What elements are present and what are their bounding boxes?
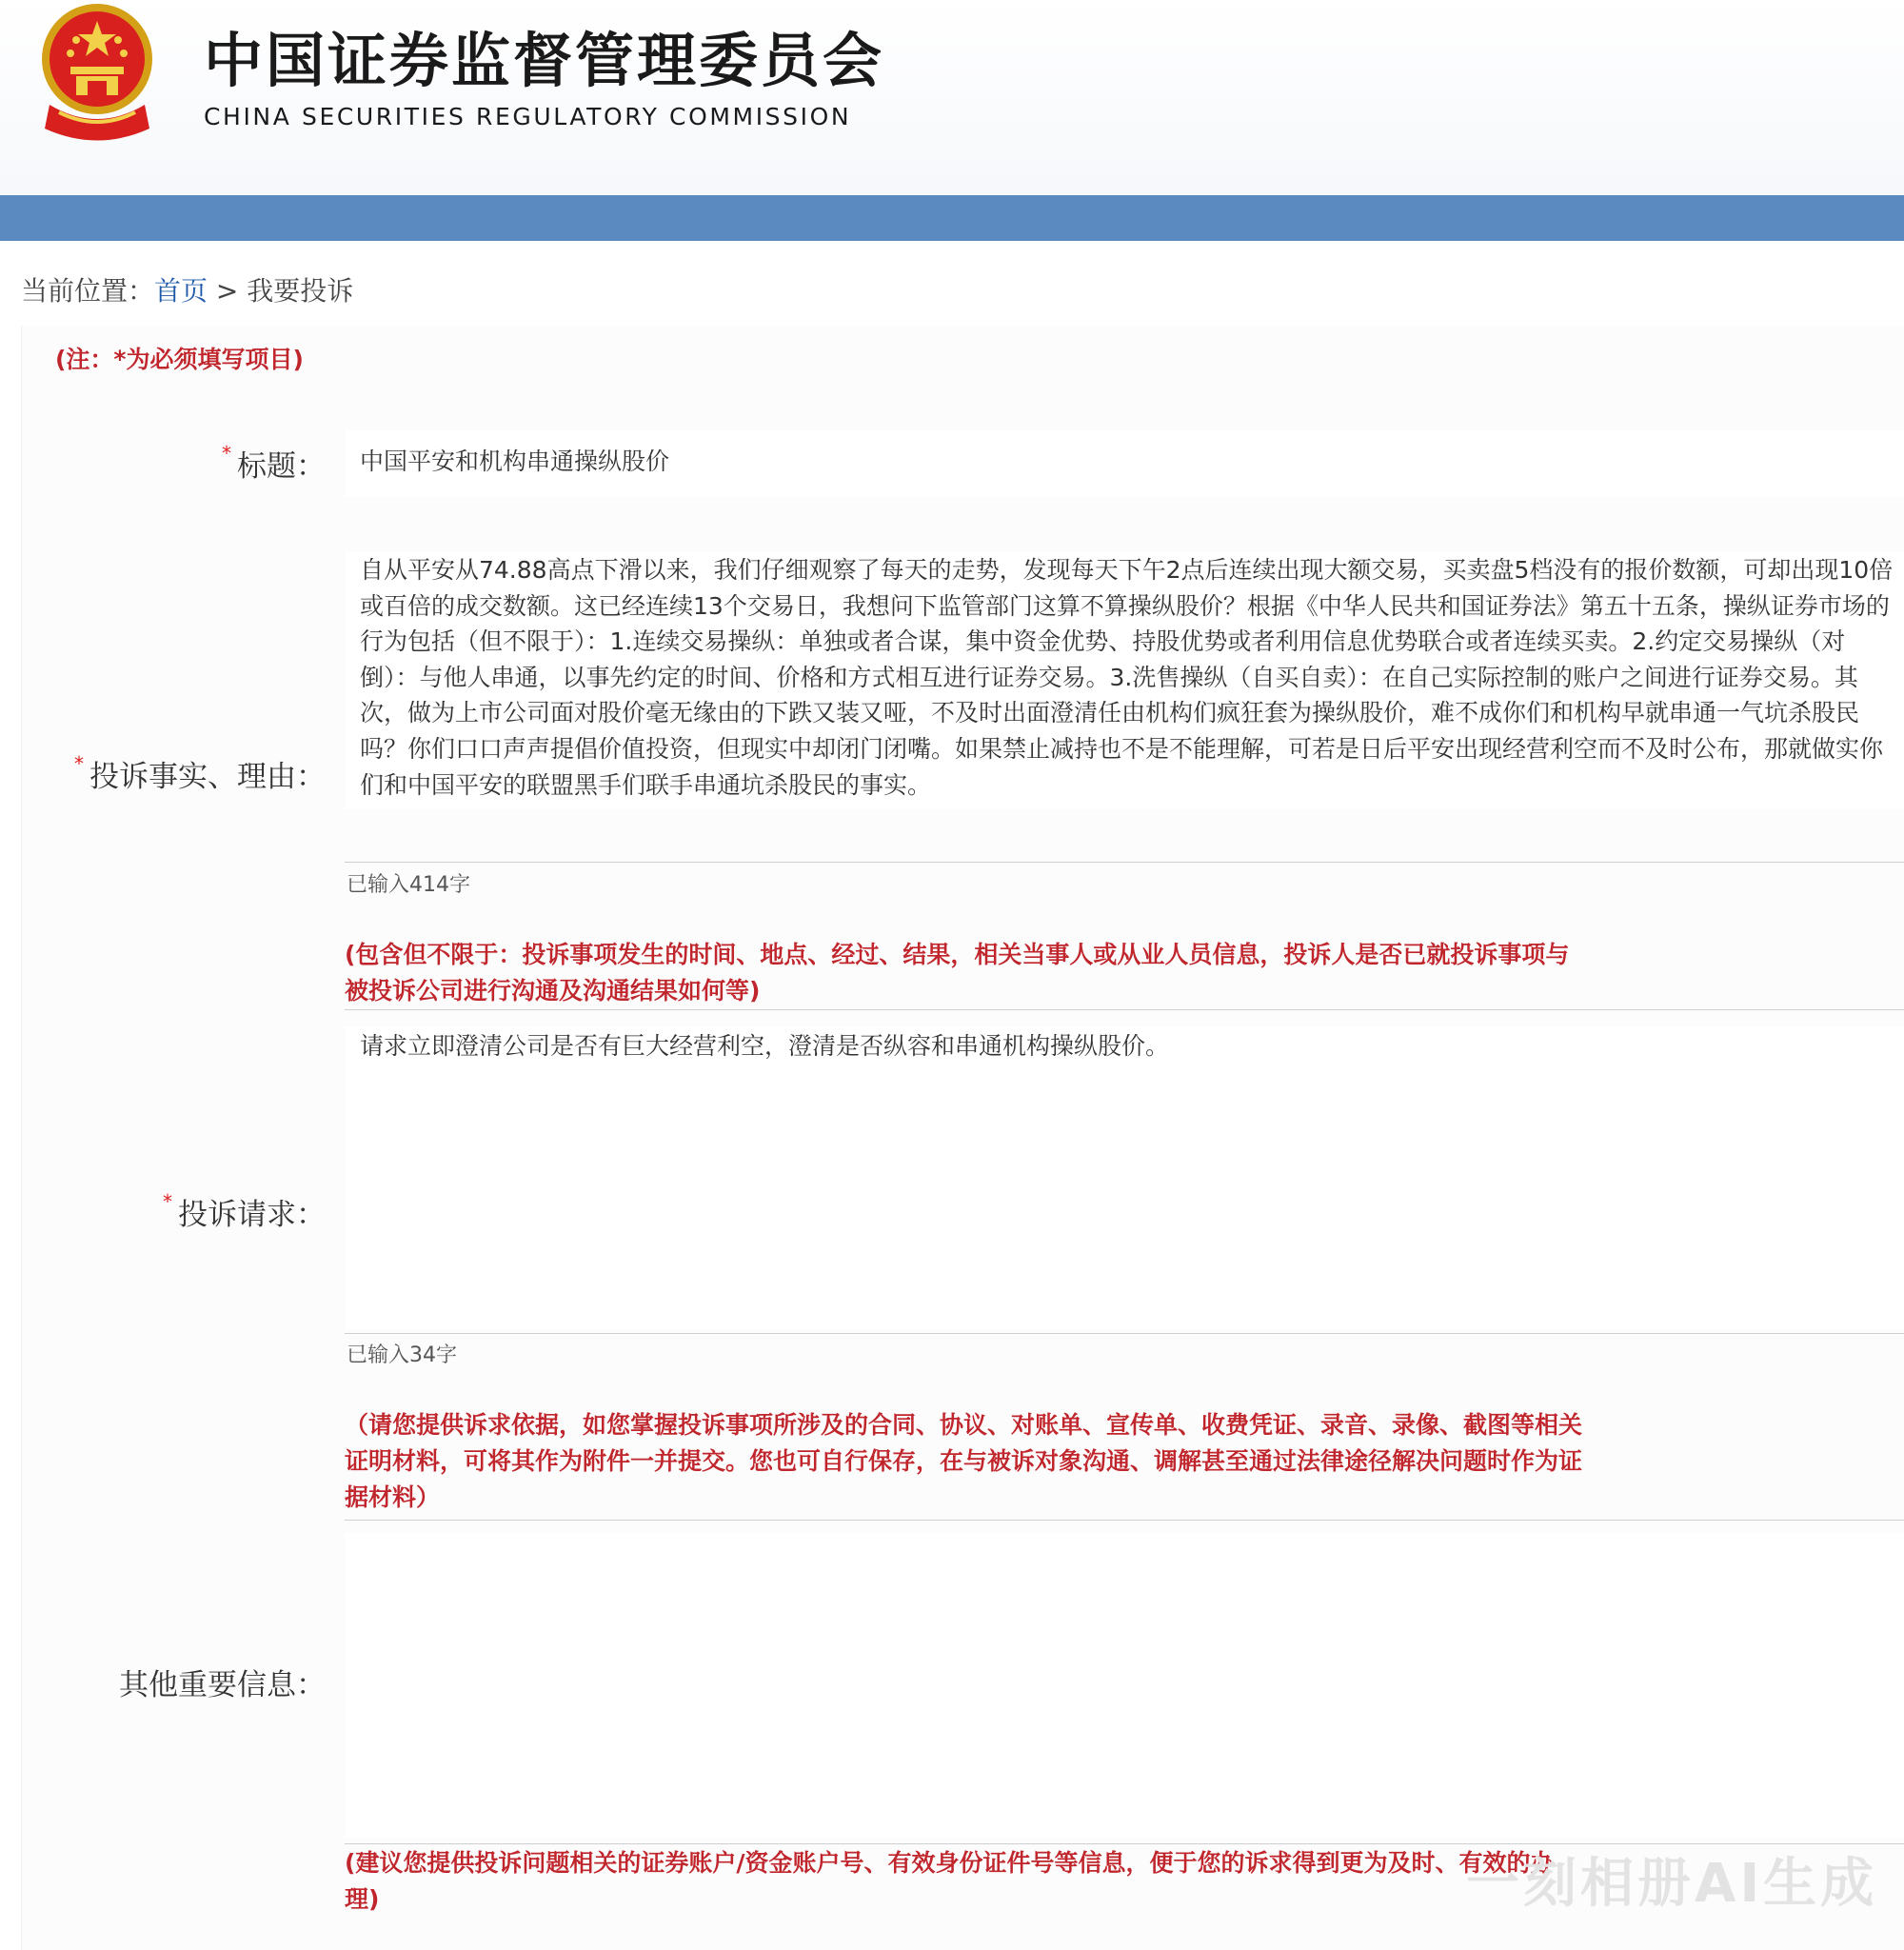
breadcrumb	[21, 270, 353, 308]
request-textarea[interactable]	[345, 1026, 1904, 1329]
request-char-counter: 已输入34字	[347, 1343, 457, 1367]
facts-textarea[interactable]	[345, 552, 1904, 809]
national-emblem-icon	[21, 0, 173, 152]
title-label: * 标题：	[222, 442, 326, 484]
facts-textarea-value: 自从平安从74.88高点下滑以来，我们仔细观察了每天的走势，发现每天下午2点后连续出现大额交易，买卖盘5档没有的报价数额，可却出现10倍或百倍的成交数额。这已经连续13个交易日，我想问下监管部门这算不算操纵股价？根据《中华人民共和国证券法》第五十五条，操纵证券市场的行为包括（但不限于）：1.连续交易操纵：单独或者合谋，集中资金优势、持股优势或者利用信息优势联合或者连续买卖。2.约定交易操纵（对倒）：与他人串通，以事先约定的时间、价格和方式相互进行证券交易。3.洗售操纵（自买自卖）：在自己实际控制的账户之间进行证券交易。其次，做为上市公司面对股价毫无缘由的下跌又装又哑，不及时出面澄清任由机构们疯狂套为操纵股价，难不成你们和机构早就串通一气坑杀股民吗？你们口口声声提倡价值投资，但现实中却闭门闭嘴。如果禁止减持也不是不能理解，可若是日后平安出现经营利空而不及时公布，那就做实你们和中国平安的联盟黑手们联手串通坑杀股民的事实。	[360, 556, 1894, 799]
breadcrumb-separator: >	[208, 275, 248, 307]
other-info-textarea[interactable]	[345, 1533, 1904, 1838]
nav-band	[0, 195, 1904, 241]
org-title-cn: 中国证券监督管理委员会	[204, 26, 885, 95]
site-header	[0, 0, 1904, 195]
breadcrumb-current: 我要投诉	[247, 275, 354, 307]
title-input[interactable]	[345, 430, 1904, 497]
other-info-hint: (建议您提供投诉问题相关的证券账户/资金账户号、有效身份证件号等信息，便于您的诉求得到更为及时、有效的办理)	[345, 1849, 1555, 1913]
required-mark: *	[74, 752, 84, 775]
facts-hint-divider	[345, 1009, 1904, 1010]
request-hint: （请您提供诉求依据，如您掌握投诉事项所涉及的合同、协议、对账单、宣传单、收费凭证、录音、录像、截图等相关证明材料，可将其作为附件一并提交。您也可自行保存，在与被诉对象沟通、调解甚至通过法律途径解决问题时作为证据材料）	[345, 1411, 1583, 1511]
facts-char-counter: 已输入414字	[347, 873, 470, 897]
request-divider	[345, 1333, 1904, 1334]
org-title-en: CHINA SECURITIES REGULATORY COMMISSION	[204, 103, 852, 130]
other-info-label: 其他重要信息：	[119, 1668, 326, 1702]
request-textarea-value: 请求立即澄清公司是否有巨大经营利空，澄清是否纵容和串通机构操纵股价。	[360, 1032, 1170, 1060]
title-input-value: 中国平安和机构串通操纵股价	[360, 448, 670, 475]
breadcrumb-home-link[interactable]: 首页	[154, 275, 208, 307]
facts-divider	[345, 862, 1904, 863]
request-hint-divider	[345, 1520, 1904, 1521]
request-label: * 投诉请求：	[163, 1190, 326, 1232]
required-mark: *	[222, 442, 231, 465]
watermark: 一刻相册AI生成	[1466, 1853, 1878, 1915]
required-mark: *	[163, 1190, 172, 1213]
required-note: (注：*为必须填写项目)	[55, 346, 304, 373]
facts-label: * 投诉事实、理由：	[74, 752, 326, 794]
breadcrumb-prefix: 当前位置：	[21, 275, 155, 307]
facts-hint: (包含但不限于：投诉事项发生的时间、地点、经过、结果，相关当事人或从业人员信息，投诉人是否已就投诉事项与被投诉公司进行沟通及沟通结果如何等)	[345, 941, 1570, 1005]
